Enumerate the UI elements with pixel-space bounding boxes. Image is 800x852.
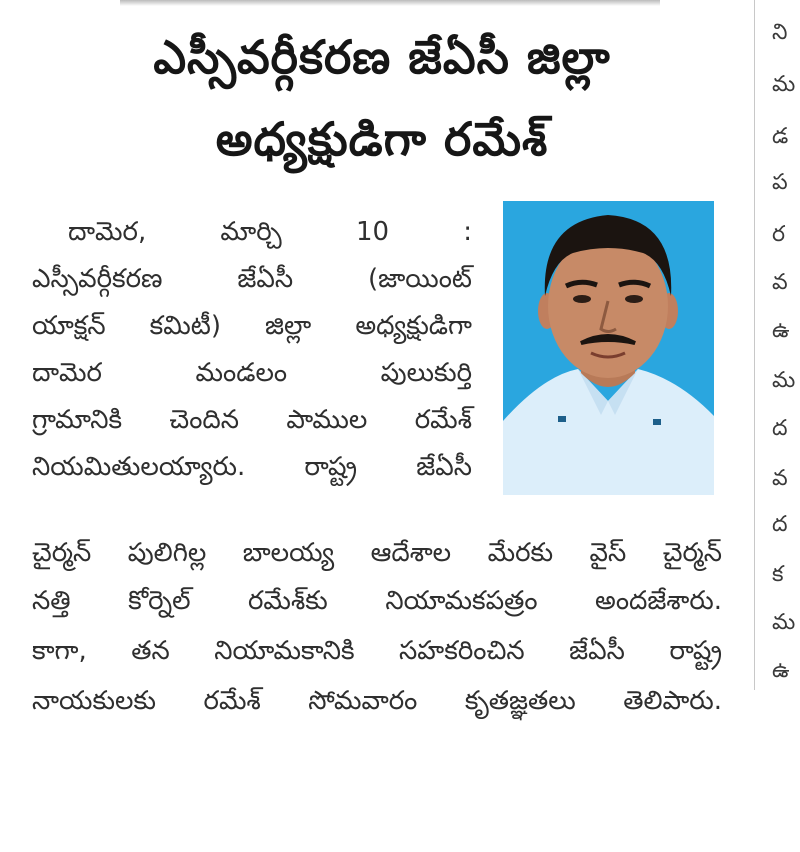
article-line-8: నత్తి కోర్నెల్ రమేశ్‌కు నియామకపత్రం అందజేశారు. — [32, 586, 722, 616]
adjacent-char: ద — [772, 512, 788, 537]
article-line-9: కాగా, తన నియామకానికి సహకరించిన జేఏసీ రాష్ట్ర — [32, 636, 722, 666]
previous-article-fragment — [120, 0, 660, 6]
article-line-1: దామెర, మార్చి 10 : — [68, 217, 472, 247]
adjacent-char: క — [772, 562, 784, 587]
headline-line-1: ఎస్సీవర్గీకరణ జేఏసీ జిల్లా — [153, 30, 611, 84]
adjacent-char: డ — [772, 124, 789, 149]
adjacent-char: ని — [772, 20, 788, 45]
adjacent-char: మ — [772, 72, 796, 97]
article-line-6: నియమితులయ్యారు. రాష్ట్ర జేఏసీ — [32, 452, 472, 482]
adjacent-char: వ — [772, 466, 788, 491]
article-line-5: గ్రామానికి చెందిన పాముల రమేశ్ — [32, 405, 472, 435]
adjacent-char: ఉ — [772, 318, 790, 343]
column-divider — [754, 0, 755, 690]
adjacent-char: ర — [772, 222, 786, 247]
adjacent-char: వ — [772, 270, 788, 295]
adjacent-char: మ — [772, 610, 796, 635]
article-line-3: యాక్షన్ కమిటీ) జిల్లా అధ్యక్షుడిగా — [32, 311, 472, 341]
article-line-4: దామెర మండలం పులుకుర్తి — [32, 358, 472, 388]
article-line-10: నాయకులకు రమేశ్ సోమవారం కృతజ్ఞతలు తెలిపారు. — [32, 686, 722, 716]
adjacent-char: ప — [772, 170, 788, 195]
adjacent-char: ఉ — [772, 658, 790, 683]
adjacent-column-fragment — [772, 0, 800, 852]
headline-line-2: అధ్యక్షుడిగా రమేశ్ — [215, 112, 549, 166]
adjacent-char: మ — [772, 368, 796, 393]
article-line-7: చైర్మన్ పులిగిల్ల బాలయ్య ఆదేశాల మేరకు వైస్ చైర్మన్ — [32, 538, 722, 568]
article-line-2: ఎస్సీవర్గీకరణ జేఏసీ (జాయింట్ — [32, 264, 472, 294]
portrait-photo — [503, 201, 714, 495]
portrait-illustration — [503, 201, 714, 495]
adjacent-char: ద — [772, 416, 788, 441]
